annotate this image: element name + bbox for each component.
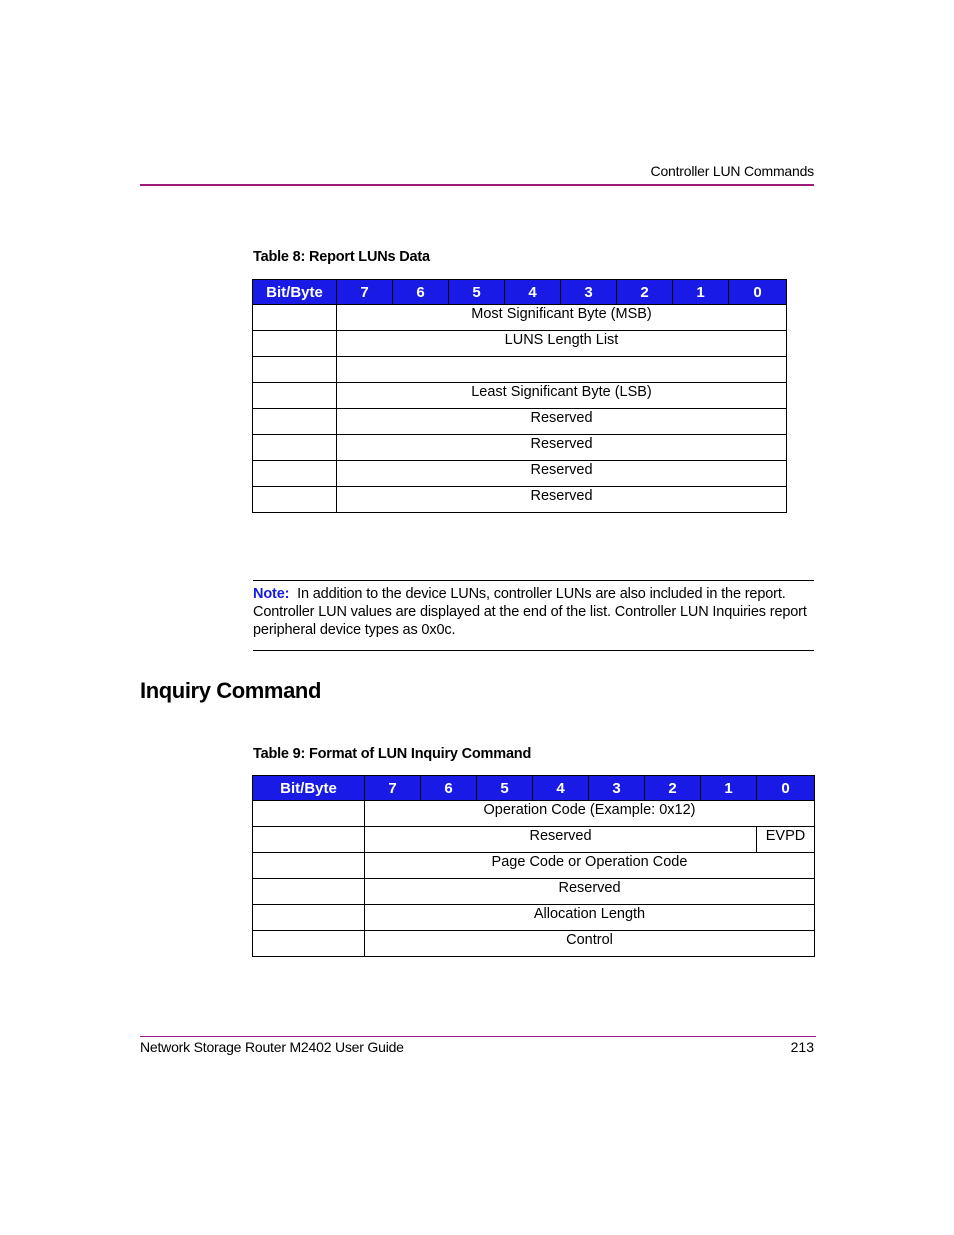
field-cell: Page Code or Operation Code	[365, 853, 815, 879]
field-cell: Reserved	[365, 827, 757, 853]
column-header: 1	[701, 776, 757, 801]
byte-cell	[253, 435, 337, 461]
evpd-cell: EVPD	[757, 827, 815, 853]
field-cell: Reserved	[337, 461, 787, 487]
footer-rule	[140, 1036, 816, 1037]
lun-inquiry-table	[252, 775, 815, 957]
column-header: 1	[673, 280, 729, 305]
table-row	[253, 931, 815, 957]
table-row	[253, 487, 787, 513]
report-luns-table	[252, 279, 787, 513]
column-header: 5	[449, 280, 505, 305]
note-text: In addition to the device LUNs, controller LUNs are also included in the report. Controller LUN values are displayed at the end of the list. Controller LUN Inquiries report peripheral device types as 0x0c.	[253, 586, 807, 638]
byte-cell	[253, 827, 365, 853]
note-bottom-rule	[253, 650, 814, 651]
column-header: 2	[645, 776, 701, 801]
column-header: 5	[477, 776, 533, 801]
table-row	[253, 801, 815, 827]
section-heading: Inquiry Command	[140, 678, 322, 703]
running-header: Controller LUN Commands	[650, 163, 814, 179]
column-header: 3	[589, 776, 645, 801]
table-row	[253, 879, 815, 905]
table-header-row	[253, 776, 815, 801]
table-9-caption: Table 9: Format of LUN Inquiry Command	[253, 746, 532, 762]
byte-cell	[253, 905, 365, 931]
byte-cell	[253, 357, 337, 383]
column-header: 0	[729, 280, 787, 305]
byte-cell	[253, 853, 365, 879]
byte-cell	[253, 801, 365, 827]
field-cell: Reserved	[337, 435, 787, 461]
note-top-rule	[253, 580, 814, 581]
column-header: 4	[533, 776, 589, 801]
byte-cell	[253, 305, 337, 331]
column-header: 6	[393, 280, 449, 305]
field-cell	[337, 357, 787, 383]
table-8-caption: Table 8: Report LUNs Data	[253, 249, 430, 265]
column-header: 3	[561, 280, 617, 305]
table-row	[253, 305, 787, 331]
table-row	[253, 435, 787, 461]
byte-cell	[253, 331, 337, 357]
table-header-row	[253, 280, 787, 305]
byte-cell	[253, 409, 337, 435]
field-cell: Control	[365, 931, 815, 957]
column-header: 7	[337, 280, 393, 305]
field-cell: Operation Code (Example: 0x12)	[365, 801, 815, 827]
table-row	[253, 357, 787, 383]
column-header: 7	[365, 776, 421, 801]
note-label: Note:	[253, 586, 290, 602]
byte-cell	[253, 383, 337, 409]
byte-cell	[253, 461, 337, 487]
table-row	[253, 331, 787, 357]
column-header: Bit/Byte	[253, 776, 365, 801]
footer-title: Network Storage Router M2402 User Guide	[140, 1039, 404, 1055]
field-cell: Reserved	[365, 879, 815, 905]
byte-cell	[253, 487, 337, 513]
field-cell: LUNS Length List	[337, 331, 787, 357]
table-row	[253, 853, 815, 879]
table-row	[253, 827, 815, 853]
table-row	[253, 905, 815, 931]
column-header: Bit/Byte	[253, 280, 337, 305]
byte-cell	[253, 931, 365, 957]
page-number: 213	[790, 1039, 814, 1055]
table-row	[253, 409, 787, 435]
header-rule	[140, 184, 814, 186]
field-cell: Reserved	[337, 487, 787, 513]
field-cell: Least Significant Byte (LSB)	[337, 383, 787, 409]
table-row	[253, 461, 787, 487]
column-header: 0	[757, 776, 815, 801]
field-cell: Reserved	[337, 409, 787, 435]
table-row	[253, 383, 787, 409]
column-header: 6	[421, 776, 477, 801]
field-cell: Most Significant Byte (MSB)	[337, 305, 787, 331]
column-header: 4	[505, 280, 561, 305]
column-header: 2	[617, 280, 673, 305]
field-cell: Allocation Length	[365, 905, 815, 931]
note-block	[253, 585, 814, 639]
byte-cell	[253, 879, 365, 905]
